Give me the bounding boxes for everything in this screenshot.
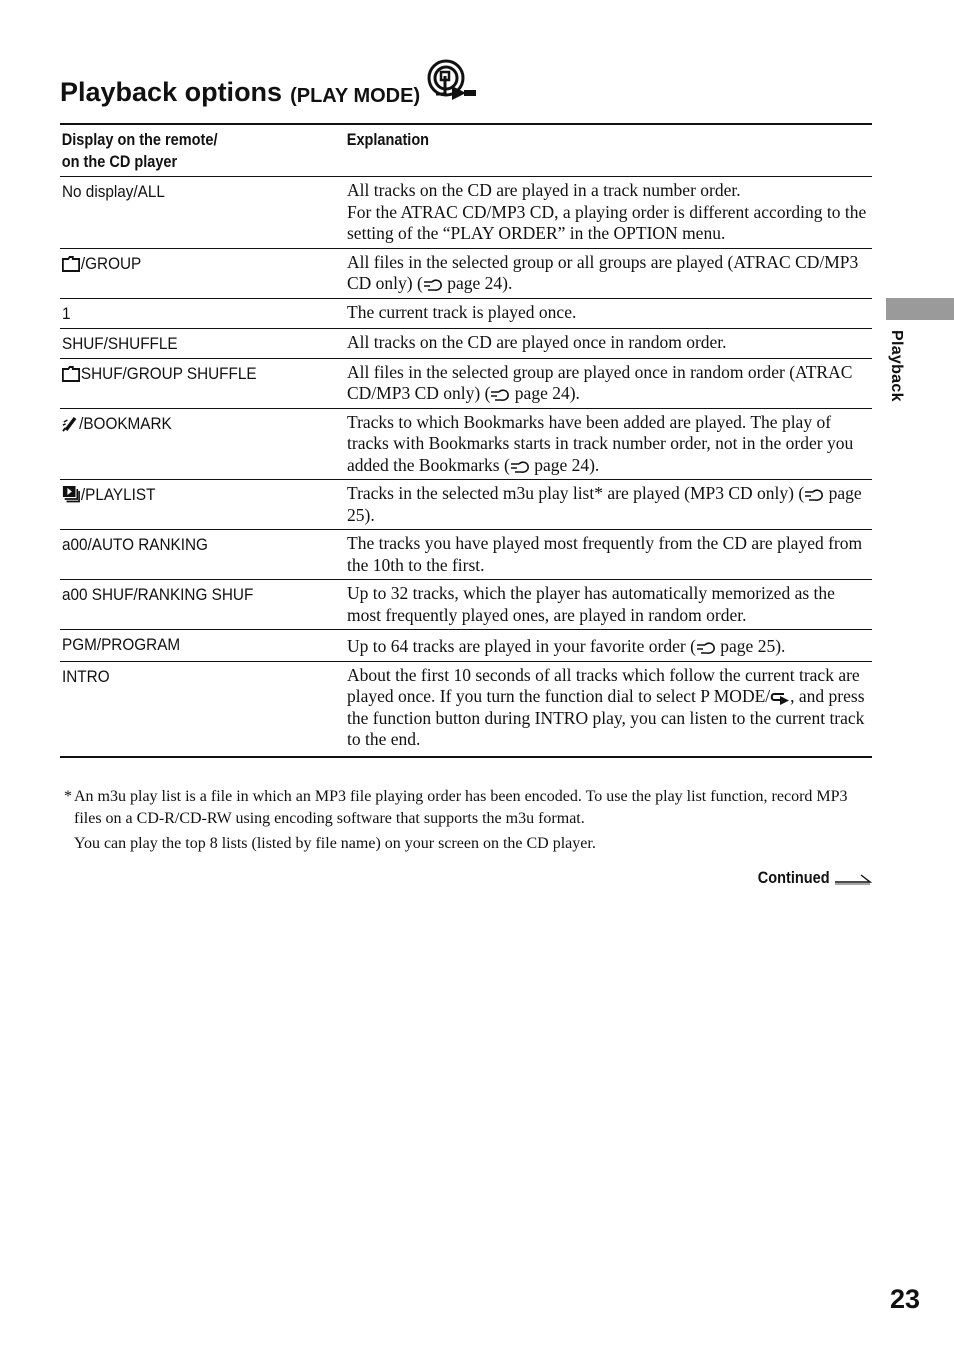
row-explanation: Tracks to which Bookmarks have been added are played. The play of tracks with Bookmarks starts in track number order, not in the order you added the Bookmarks ( page 24). bbox=[347, 411, 854, 475]
table-row bbox=[60, 298, 872, 328]
continued-arrow-icon bbox=[834, 873, 872, 885]
row-explanation: Up to 32 tracks, which the player has automatically memorized as the most frequently played ones, are played in random order. bbox=[347, 583, 835, 625]
row-display: /GROUP bbox=[80, 253, 142, 273]
table-header-row bbox=[60, 124, 872, 177]
table-row bbox=[60, 630, 872, 662]
page-title bbox=[60, 58, 478, 106]
section-tab-marker bbox=[886, 298, 954, 320]
row-explanation: About the first 10 seconds of all tracks which follow the current track are played once. If you turn the function dial to select P MODE/ , and press the function button during INTRO play, you can listen to the current track to the end. bbox=[347, 664, 865, 749]
page-reference-icon bbox=[490, 387, 510, 402]
page-reference-icon bbox=[696, 640, 716, 655]
page-reference-icon bbox=[423, 277, 443, 292]
group-folder-icon bbox=[62, 256, 80, 272]
table-row bbox=[60, 480, 872, 530]
table-row bbox=[60, 328, 872, 358]
table-row bbox=[60, 580, 872, 630]
header-display: Display on the remote/ on the CD player bbox=[61, 131, 218, 171]
row-display: /PLAYLIST bbox=[80, 485, 156, 504]
section-side-label: Playback bbox=[888, 330, 905, 402]
group-folder-icon bbox=[62, 366, 80, 382]
row-display: SHUF/SHUFFLE bbox=[62, 333, 178, 353]
continued-label: Continued bbox=[758, 869, 830, 887]
row-display: 1 bbox=[62, 303, 71, 323]
row-display: a00 SHUF/RANKING SHUF bbox=[62, 585, 254, 604]
bookmark-pen-icon bbox=[62, 414, 78, 432]
play-mode-arrow-icon bbox=[770, 691, 790, 705]
footnote-text-2: You can play the top 8 lists (listed by file name) on your screen on the CD player. bbox=[74, 835, 596, 852]
row-explanation: All files in the selected group are played once in random order (ATRAC CD/MP3 CD only) ( page 24). bbox=[347, 361, 853, 403]
table-row bbox=[60, 177, 872, 249]
title-subtitle: (PLAY MODE) bbox=[290, 85, 421, 107]
row-explanation: All files in the selected group or all groups are played (ATRAC CD/MP3 CD only) ( page 24). bbox=[347, 251, 859, 293]
playlist-icon bbox=[62, 485, 80, 503]
footnote-mark: * bbox=[64, 788, 72, 805]
row-display: No display/ALL bbox=[62, 182, 165, 201]
table-row bbox=[60, 530, 872, 580]
page-number: 23 bbox=[889, 1284, 920, 1314]
table-row bbox=[60, 358, 872, 408]
play-mode-dial-icon bbox=[426, 58, 478, 106]
row-explanation: The current track is played once. bbox=[347, 301, 577, 322]
row-display: PGM/PROGRAM bbox=[62, 635, 181, 654]
header-explanation: Explanation bbox=[346, 131, 430, 149]
table-row bbox=[60, 408, 872, 480]
footnote bbox=[64, 786, 864, 855]
continued-indicator bbox=[748, 869, 872, 888]
row-display: SHUF/GROUP SHUFFLE bbox=[80, 363, 257, 383]
row-explanation: All tracks on the CD are played in a track number order. For the ATRAC CD/MP3 CD, a playing order is different according to the setting of the “PLAY ORDER” in the OPTION menu. bbox=[347, 180, 867, 243]
row-display: INTRO bbox=[62, 666, 110, 686]
row-explanation: All tracks on the CD are played once in random order. bbox=[347, 331, 727, 352]
row-display: a00/AUTO RANKING bbox=[62, 535, 208, 554]
row-explanation: The tracks you have played most frequently from the CD are played from the 10th to the first. bbox=[347, 533, 863, 575]
table-row bbox=[60, 661, 872, 757]
row-explanation: Tracks in the selected m3u play list* are played (MP3 CD only) ( page 25). bbox=[347, 483, 862, 525]
title-main: Playback options bbox=[60, 77, 283, 107]
row-explanation: Up to 64 tracks are played in your favorite order ( page 25). bbox=[347, 636, 786, 656]
row-display: /BOOKMARK bbox=[79, 413, 172, 433]
page-reference-icon bbox=[510, 459, 530, 474]
footnote-text: An m3u play list is a file in which an MP3 file playing order has been encoded. To use the play list function, record MP3 files on a CD-R/CD-RW using encoding software that supports the m3u format. bbox=[74, 788, 848, 827]
page-reference-icon bbox=[804, 487, 824, 502]
table-row bbox=[60, 248, 872, 298]
play-mode-table bbox=[60, 123, 872, 758]
